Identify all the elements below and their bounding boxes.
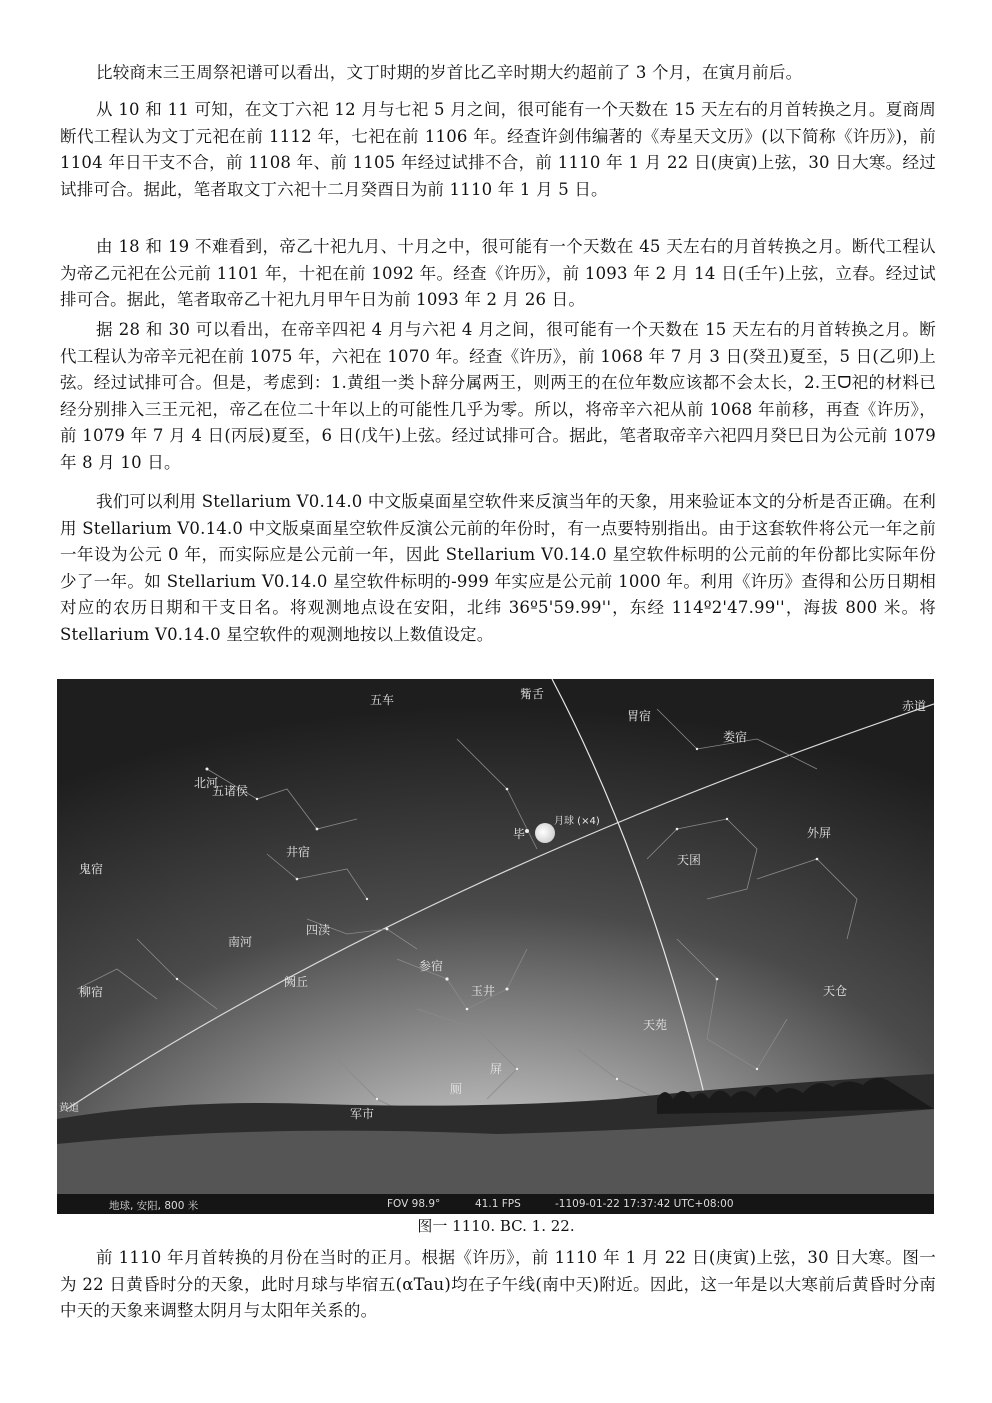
label-tianyuan: 天苑 bbox=[643, 1018, 668, 1032]
label-shensu: 参宿 bbox=[419, 959, 444, 973]
label-ping: 屏 bbox=[490, 1062, 503, 1076]
paragraph-4: 据 28 和 30 可以看出，在帝辛四祀 4 月与六祀 4 月之间，很可能有一个天数在 15 天左右的月首转换之月。断代工程认为帝辛元祀在前 1075 年，六祀在 1070 年。经查《许历》，前 1068 年 7 月 3 日(癸丑)夏至，5 日(乙卯)上弦。经过试排可合。但是，考虑到：1.黄组一类卜辞分属两王，则两王的在位年数应该都不会太长，2.王ᗜ祀的材料已经分别排入三王元祀，帝乙在位二十年以上的可能性几乎为零。所以，将帝辛六祀从前 1068 年前移，再查《许历》，前 1079 年 7 月 4 日(丙辰)夏至，6 日(戊午)上弦。经过试排可合。据此，笔者取帝辛六祀四月癸巳日为公元前 1079 年 8 月 10 日。 bbox=[60, 320, 936, 472]
moon-disc bbox=[535, 823, 555, 843]
stellarium-status-bar bbox=[57, 1194, 934, 1214]
status-location: 地球, 安阳, 800 米 bbox=[109, 1200, 199, 1212]
label-queqiu: 阙丘 bbox=[284, 975, 309, 989]
label-jingsu: 井宿 bbox=[286, 845, 311, 859]
label-nanhe: 南河 bbox=[228, 935, 253, 949]
label-tianqun: 天囷 bbox=[677, 853, 702, 867]
label-wuche: 五车 bbox=[370, 693, 395, 707]
paragraph-5: 我们可以利用 Stellarium V0.14.0 中文版桌面星空软件来反演当年的天象，用来验证本文的分析是否正确。在利用 Stellarium V0.14.0 中文版桌面星空软件反演公元前的年份时，有一点要特别指出。由于这套软件将公元一年之前一年设为公元 0 年，而实际应是公元前一年，因此 Stellarium V0.14.0 星空软件标明的公元前的年份都比实际年份少了一年。如 Stellarium V0.14.0 星空软件标明的-999 年实应是公元前 1000 年。利用《许历》查得和公历日期相对应的农历日期和干支日名。将观测地点设在安阳，北纬 36º5'59.99''，东经 114º2'47.99''，海拔 800 米。将 Stellarium V0.14.0 星空软件的观测地按以上数值设定。 bbox=[60, 492, 936, 644]
label-sidu: 四渎 bbox=[306, 923, 331, 937]
label-wuzhuhou: 五诸侯 bbox=[212, 784, 249, 798]
label-junshi: 军市 bbox=[350, 1107, 375, 1121]
label-ce: 厕 bbox=[450, 1082, 463, 1096]
status-fov: FOV 98.9° bbox=[387, 1198, 441, 1210]
status-datetime: -1109-01-22 17:37:42 UTC+08:00 bbox=[555, 1198, 734, 1210]
label-bi: 毕 bbox=[513, 827, 526, 841]
figure-caption: 图一 1110. BC. 1. 22. bbox=[417, 1217, 575, 1235]
label-weisu: 胃宿 bbox=[627, 709, 652, 723]
label-zuixi: 觜舌 bbox=[520, 687, 545, 701]
label-huangdao: 黄道 bbox=[59, 1103, 79, 1114]
label-chidao: 赤道 bbox=[902, 699, 927, 713]
label-tiancang: 天仓 bbox=[823, 984, 848, 998]
label-liusu: 柳宿 bbox=[79, 985, 104, 999]
label-waiping: 外屏 bbox=[807, 826, 832, 840]
paragraph-1: 比较商末三王周祭祀谱可以看出，文丁时期的岁首比乙辛时期大约超前了 3 个月，在寅月前后。 bbox=[96, 63, 803, 82]
stellarium-sky-figure bbox=[57, 679, 934, 1214]
label-lousu: 娄宿 bbox=[723, 730, 748, 744]
label-yujing: 玉井 bbox=[471, 984, 496, 998]
label-beihe: 北河 bbox=[194, 776, 219, 790]
sky-drawing bbox=[57, 679, 934, 1214]
label-guisu: 鬼宿 bbox=[79, 862, 104, 876]
paragraph-6: 前 1110 年月首转换的月份在当时的正月。根据《许历》，前 1110 年 1 月 22 日(庚寅)上弦，30 日大寒。图一为 22 日黄昏时分的天象，此时月球与毕宿五(αTau)均在子午线(南中天)附近。因此，这一年是以大寒前后黄昏时分南中天的天象来调整太阴月与太阳年关系的。 bbox=[60, 1248, 936, 1320]
label-moon: 月球 (×4) bbox=[554, 816, 600, 827]
paragraph-2: 从 10 和 11 可知，在文丁六祀 12 月与七祀 5 月之间，很可能有一个天数在 15 天左右的月首转换之月。夏商周断代工程认为文丁元祀在前 1112 年，七祀在前 1106 年。经查许剑伟编著的《寿星天文历》(以下简称《许历》)，前 1104 年日干支不合，前 1108 年、前 1105 年经过试排不合，前 1110 年 1 月 22 日(庚寅)上弦，30 日大寒。经过试排可合。据此，笔者取文丁六祀十二月癸酉日为前 1110 年 1 月 5 日。 bbox=[60, 100, 936, 199]
status-fps: 41.1 FPS bbox=[475, 1198, 521, 1210]
paragraph-3: 由 18 和 19 不难看到，帝乙十祀九月、十月之中，很可能有一个天数在 45 天左右的月首转换之月。断代工程认为帝乙元祀在公元前 1101 年，十祀在前 1092 年。经查《许历》，前 1093 年 2 月 14 日(壬午)上弦，立春。经过试排可合。据此，笔者取帝乙十祀九月甲午日为前 1093 年 2 月 26 日。 bbox=[60, 237, 936, 309]
